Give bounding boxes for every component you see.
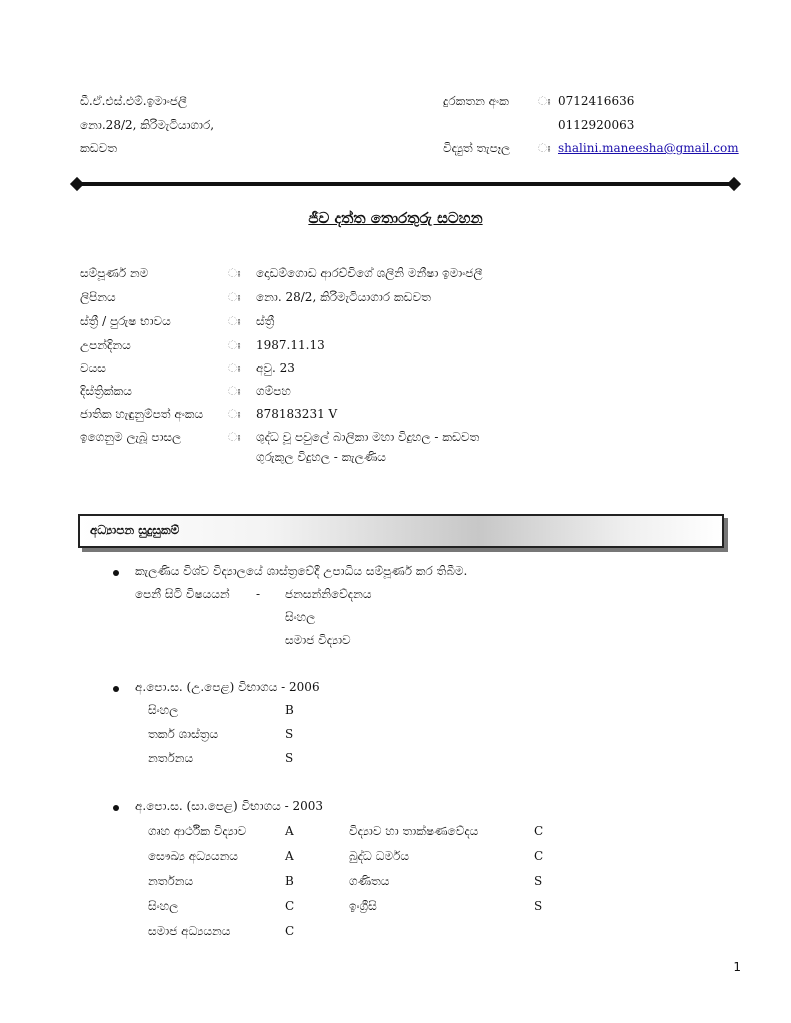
detail-value: ගම්පහ	[256, 384, 291, 398]
al-grade: B	[285, 703, 294, 717]
detail-colon: ඃ	[228, 266, 241, 280]
page-title: ජීව දත්ත තොරතුරු සටහන	[308, 209, 483, 227]
subject-item: ජනසන්නිවේදනය	[285, 587, 372, 601]
bullet-degree	[113, 570, 119, 576]
ol-grade: S	[534, 874, 543, 888]
al-title: අ.පො.ස. (උ.පෙළ) විභාගය - 2006	[135, 680, 320, 694]
al-subject: සිංහල	[148, 703, 179, 717]
ol-subject: සමාජ අධ්‍යයනය	[148, 924, 231, 938]
education-section-title: අධ්‍යාපන සුදුසුකම්	[90, 523, 180, 537]
ol-grade: B	[285, 874, 294, 888]
ol-subject: ගෘහ ආර්ථික විද්‍යාව	[148, 824, 247, 838]
detail-label: ජාතික හැඳුනුම්පත් අංකය	[80, 407, 204, 421]
detail-colon: ඃ	[228, 290, 241, 304]
header-address-line2: කඩවත	[80, 141, 118, 155]
header-name: ඩී.ඒ.එස්.එම්.ඉමාංජලී	[80, 94, 188, 108]
detail-label: ස්ත්‍රී / පුරුෂ භාවය	[80, 314, 171, 328]
bullet-ol	[113, 805, 119, 811]
page-number: 1	[733, 960, 741, 974]
phone-1: 0712416636	[558, 94, 635, 108]
email-link[interactable]: shalini.maneesha@gmail.com	[558, 141, 739, 155]
ol-subject: ඉංග්‍රීසි	[349, 899, 377, 913]
al-subject: නර්තනය	[148, 751, 194, 765]
ol-grade: S	[534, 899, 543, 913]
phone-colon: ඃ	[538, 94, 551, 108]
degree-text: කැලණිය විශ්ව විද්‍යාලයේ ශාස්ත්‍රවේදී උපාධිය සම්පූර්ණ කර තිබීම.	[135, 564, 468, 578]
ol-grade: C	[534, 824, 544, 838]
ol-grade: C	[285, 924, 295, 938]
ol-subject: විද්‍යාව හා තාක්ෂණවේදය	[349, 824, 479, 838]
subject-item: සිංහල	[285, 610, 316, 624]
ol-grade: A	[285, 849, 294, 863]
email-colon: ඃ	[538, 141, 551, 155]
ol-grade: C	[285, 899, 295, 913]
school-2: ගුරුකුල විදුහල - කැලණිය	[256, 450, 386, 464]
detail-value: 1987.11.13	[256, 338, 325, 352]
subjects-dash: -	[256, 587, 261, 601]
detail-colon: ඃ	[228, 361, 241, 375]
detail-colon: ඃ	[228, 407, 241, 421]
ol-title: අ.පො.ස. (සා.පෙළ) විභාගය - 2003	[135, 799, 323, 813]
subjects-label: පෙනී සිටි විෂයයන්	[135, 587, 230, 601]
detail-value: දොඩම්ගොඩ ආරච්චිගේ ශලිනි මනීෂා ඉමාංජලී	[256, 266, 483, 280]
bullet-al	[113, 686, 119, 692]
detail-label: ලිපිනය	[80, 290, 116, 304]
detail-value: නො. 28/2, කිරිමැටියාගාර කඩවත	[256, 290, 431, 304]
ol-subject: බුද්ධ ධර්මය	[349, 849, 410, 863]
al-grade: S	[285, 727, 294, 741]
detail-value: ස්ත්‍රී	[256, 314, 275, 328]
ol-subject: සිංහල	[148, 899, 179, 913]
detail-label: ඉගෙනුම ලැබූ පාසල	[80, 430, 182, 444]
divider-cap-right	[727, 177, 741, 191]
detail-label: දිස්ත්‍රික්කය	[80, 384, 132, 398]
header-divider	[76, 182, 736, 186]
detail-label: වයස	[80, 361, 106, 375]
ol-subject: නර්තනය	[148, 874, 194, 888]
detail-label: සම්පූර්ණ නම	[80, 266, 149, 280]
al-grade: S	[285, 751, 294, 765]
email-label: විද්‍යුත් තැපෑල	[443, 141, 511, 155]
phone-label: දුරකතන අංක	[443, 94, 509, 108]
divider-cap-left	[70, 177, 84, 191]
ol-grade: C	[534, 849, 544, 863]
subject-item: සමාජ විද්‍යාව	[285, 633, 351, 647]
detail-colon: ඃ	[228, 384, 241, 398]
detail-label: උපන්දිනය	[80, 338, 131, 352]
ol-subject: ගණිතය	[349, 874, 390, 888]
header-address-line1: නො.28/2, කිරිමැටියාගාර,	[80, 118, 215, 132]
detail-colon: ඃ	[228, 430, 241, 444]
detail-colon: ඃ	[228, 338, 241, 352]
detail-value: ශුද්ධ වූ පවුලේ බාලිකා මහා විදුහල - කඩවත	[256, 430, 480, 444]
detail-colon: ඃ	[228, 314, 241, 328]
education-section-header	[78, 514, 724, 548]
detail-value: අවු. 23	[256, 361, 295, 375]
phone-2: 0112920063	[558, 118, 635, 132]
ol-subject: සෞඛ්‍ය අධ්‍යයනය	[148, 849, 238, 863]
al-subject: තර්ක ශාස්ත්‍රය	[148, 727, 219, 741]
ol-grade: A	[285, 824, 294, 838]
detail-value: 878183231 V	[256, 407, 338, 421]
